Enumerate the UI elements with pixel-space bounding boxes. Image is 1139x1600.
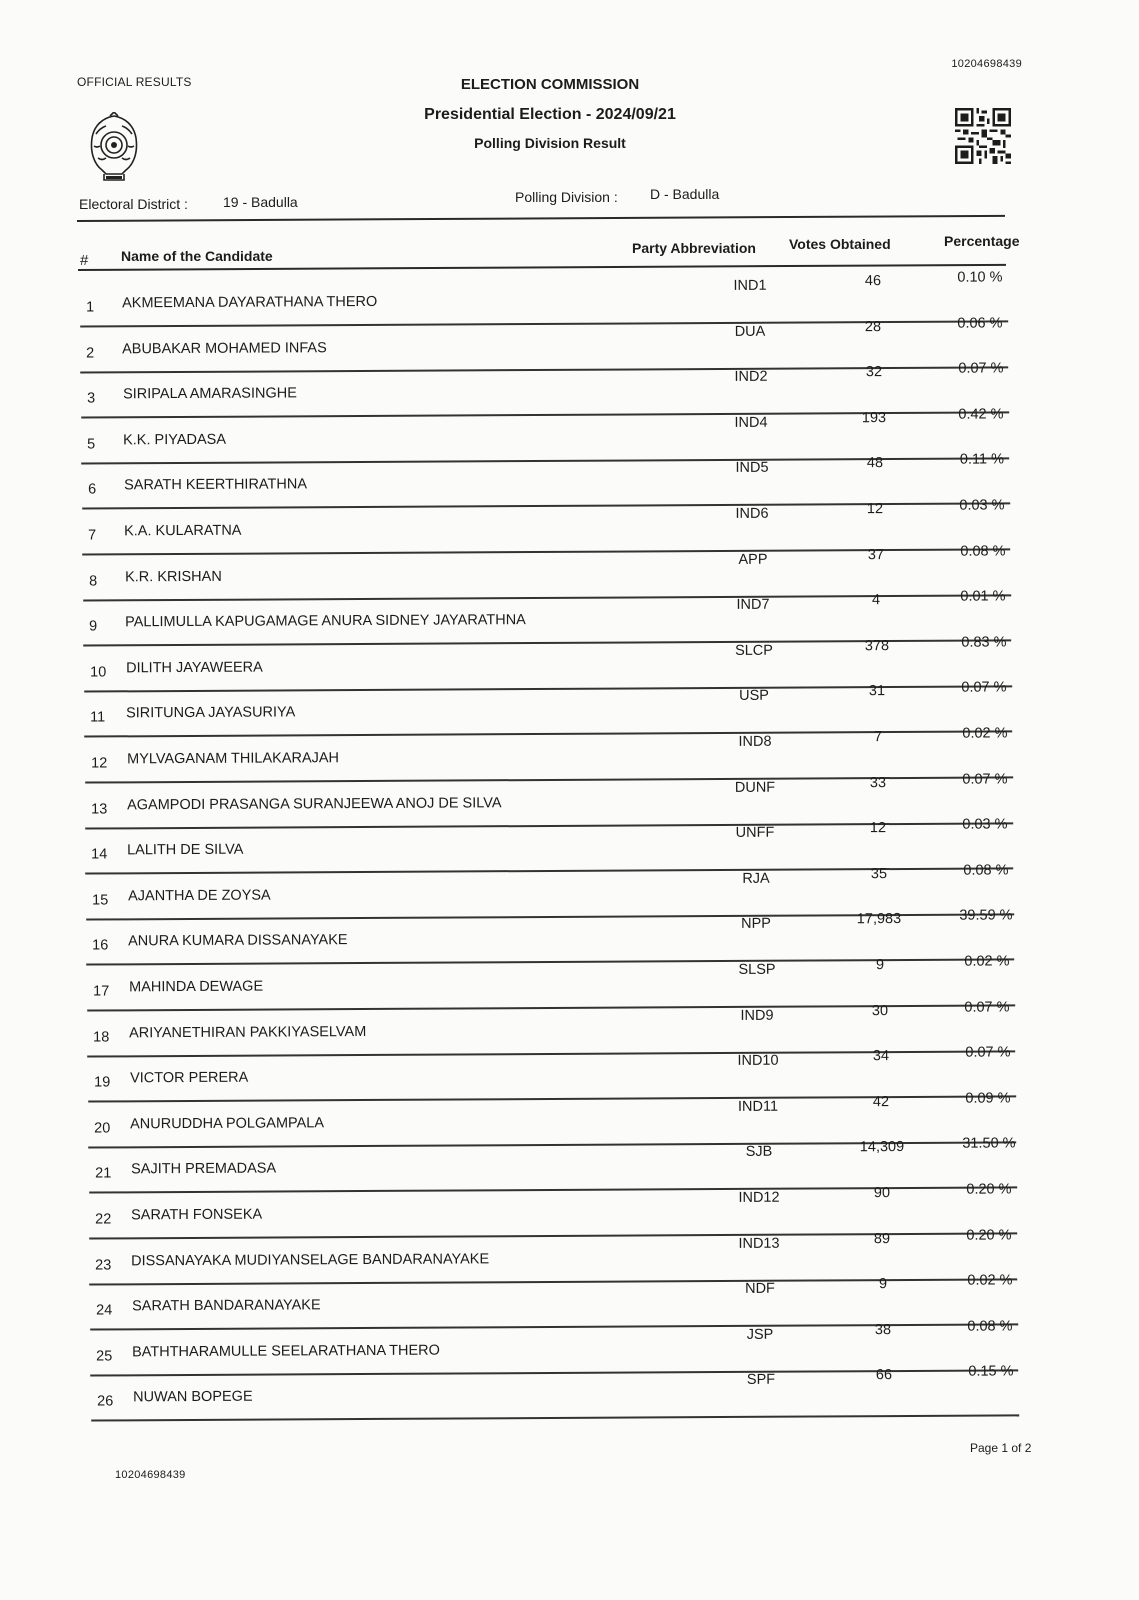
candidate-number: 8 — [88, 573, 97, 590]
candidate-number: 21 — [94, 1165, 111, 1182]
commission-title: ELECTION COMMISSION — [460, 76, 640, 93]
votes-obtained: 42 — [872, 1093, 890, 1110]
column-header-party: Party Abbreviation — [632, 240, 756, 256]
votes-obtained: 17,983 — [857, 911, 902, 928]
candidate-name: SARATH BANDARANAYAKE — [131, 1297, 321, 1315]
candidate-number: 15 — [91, 892, 109, 909]
votes-obtained: 12 — [870, 820, 887, 837]
votes-obtained: 90 — [873, 1185, 891, 1202]
candidate-name: ANURUDDHA POLGAMPALA — [130, 1115, 325, 1133]
vote-percentage: 0.02 % — [967, 1272, 1013, 1289]
party-abbreviation: UNFF — [736, 824, 775, 842]
votes-obtained: 32 — [865, 364, 882, 381]
party-abbreviation: IND9 — [740, 1007, 774, 1024]
table-row — [11, 1363, 1139, 1428]
candidate-number: 20 — [94, 1120, 111, 1137]
candidate-name: AJANTHA DE ZOYSA — [127, 887, 271, 905]
candidate-name: VICTOR PERERA — [129, 1069, 248, 1087]
party-abbreviation: JSP — [747, 1326, 774, 1343]
party-abbreviation: SLCP — [734, 642, 773, 659]
candidate-number: 7 — [88, 527, 97, 544]
party-abbreviation: IND13 — [738, 1235, 781, 1252]
polling-division-value: D - Badulla — [650, 186, 720, 202]
column-header-percentage: Percentage — [944, 233, 1020, 249]
candidate-name: PALLIMULLA KAPUGAMAGE ANURA SIDNEY JAYARATHNA — [125, 612, 527, 631]
electoral-district-label: Electoral District : — [79, 196, 188, 212]
polling-division-label: Polling Division : — [515, 189, 618, 205]
vote-percentage: 0.11 % — [959, 451, 1004, 469]
candidate-name: SARATH KEERTHIRATHNA — [123, 476, 307, 494]
candidate-number: 1 — [86, 299, 95, 316]
vote-percentage: 0.02 % — [964, 953, 1010, 970]
vote-percentage: 0.09 % — [965, 1090, 1011, 1107]
candidate-number: 25 — [96, 1348, 113, 1365]
vote-percentage: 0.15 % — [968, 1363, 1014, 1381]
official-results-label: OFFICIAL RESULTS — [77, 75, 192, 89]
party-abbreviation: DUNF — [734, 779, 776, 796]
votes-obtained: 12 — [867, 501, 884, 518]
candidate-name: DILITH JAYAWEERA — [125, 659, 263, 677]
votes-obtained: 14,309 — [859, 1139, 904, 1156]
candidate-number: 18 — [93, 1029, 110, 1046]
vote-percentage: 0.02 % — [961, 725, 1008, 742]
row-divider — [91, 1415, 1019, 1422]
result-type-title: Polling Division Result — [474, 135, 626, 151]
vote-percentage: 0.08 % — [960, 542, 1006, 560]
party-abbreviation: IND5 — [735, 460, 769, 477]
vote-percentage: 0.07 % — [964, 998, 1010, 1016]
votes-obtained: 9 — [875, 957, 884, 974]
candidate-name: NUWAN BOPEGE — [132, 1389, 253, 1406]
candidate-name: DISSANAYAKA MUDIYANSELAGE BANDARANAYAKE — [131, 1250, 490, 1269]
party-abbreviation: SLSP — [738, 961, 776, 978]
candidate-name: SIRIPALA AMARASINGHE — [122, 385, 297, 403]
votes-obtained: 34 — [872, 1048, 889, 1065]
candidate-number: 10 — [89, 664, 106, 681]
candidate-name: AGAMPODI PRASANGA SURANJEEWA ANOJ DE SILVA — [126, 794, 502, 813]
party-abbreviation: IND1 — [733, 277, 767, 294]
votes-obtained: 30 — [872, 1002, 889, 1019]
votes-obtained: 193 — [862, 409, 887, 426]
party-abbreviation: NPP — [741, 916, 772, 933]
vote-percentage: 0.07 % — [962, 770, 1008, 788]
column-header-number: # — [80, 252, 89, 269]
column-header-candidate: Name of the Candidate — [121, 248, 273, 264]
votes-obtained: 66 — [875, 1367, 892, 1384]
vote-percentage: 0.01 % — [960, 588, 1006, 605]
votes-obtained: 48 — [866, 455, 883, 472]
candidate-number: 26 — [96, 1393, 114, 1410]
votes-obtained: 31 — [868, 683, 886, 700]
vote-percentage: 0.83 % — [960, 634, 1007, 651]
votes-obtained: 4 — [872, 592, 881, 609]
candidate-number: 11 — [90, 709, 106, 726]
candidate-name: MYLVAGANAM THILAKARAJAH — [126, 750, 339, 768]
candidate-number: 23 — [95, 1257, 112, 1274]
party-abbreviation: IND12 — [738, 1189, 780, 1206]
party-abbreviation: IND6 — [735, 505, 769, 522]
candidate-number: 17 — [92, 983, 110, 1000]
party-abbreviation: IND4 — [734, 414, 768, 431]
vote-percentage: 0.06 % — [957, 314, 1004, 332]
candidate-name: K.K. PIYADASA — [123, 431, 227, 449]
party-abbreviation: IND2 — [734, 368, 768, 386]
candidate-name: K.A. KULARATNA — [124, 522, 242, 540]
votes-obtained: 28 — [865, 318, 882, 335]
candidate-name: K.R. KRISHAN — [124, 568, 222, 585]
candidate-name: AKMEEMANA DAYARATHANA THERO — [122, 293, 378, 312]
candidate-number: 9 — [89, 618, 98, 635]
candidate-number: 19 — [93, 1074, 110, 1091]
page-number: Page 1 of 2 — [970, 1441, 1032, 1455]
vote-percentage: 0.10 % — [957, 269, 1003, 286]
party-abbreviation: NDF — [744, 1280, 775, 1298]
party-abbreviation: DUA — [735, 323, 766, 340]
candidate-name: SARATH FONSEKA — [131, 1206, 263, 1224]
column-header-votes: Votes Obtained — [789, 236, 891, 252]
votes-obtained: 7 — [873, 729, 882, 746]
candidate-name: ABUBAKAR MOHAMED INFAS — [122, 339, 328, 357]
party-abbreviation: IND10 — [737, 1052, 779, 1070]
vote-percentage: 39.59 % — [959, 907, 1013, 925]
candidate-name: SAJITH PREMADASA — [130, 1160, 276, 1178]
candidate-name: SIRITUNGA JAYASURIYA — [126, 704, 296, 722]
votes-obtained: 9 — [878, 1276, 887, 1293]
party-abbreviation: IND11 — [738, 1098, 779, 1115]
party-abbreviation: APP — [738, 551, 768, 568]
candidate-name: MAHINDA DEWAGE — [128, 978, 263, 996]
vote-percentage: 0.03 % — [959, 497, 1005, 514]
vote-percentage: 0.20 % — [966, 1226, 1013, 1244]
votes-obtained: 46 — [864, 273, 882, 290]
vote-percentage: 31.50 % — [961, 1135, 1016, 1153]
party-abbreviation: RJA — [742, 870, 770, 887]
vote-percentage: 0.08 % — [963, 862, 1009, 879]
party-abbreviation: IND8 — [737, 733, 772, 750]
votes-obtained: 38 — [875, 1321, 892, 1338]
candidate-number: 2 — [86, 345, 95, 362]
party-abbreviation: IND7 — [736, 596, 770, 614]
vote-percentage: 0.03 % — [962, 816, 1008, 833]
party-abbreviation: SPF — [746, 1372, 775, 1389]
party-abbreviation: USP — [739, 688, 769, 705]
votes-obtained: 35 — [870, 865, 887, 882]
votes-obtained: 378 — [864, 637, 889, 654]
candidate-name: ANURA KUMARA DISSANAYAKE — [128, 932, 348, 950]
party-abbreviation: SJB — [745, 1144, 772, 1161]
candidate-number: 16 — [92, 937, 109, 954]
candidate-number: 14 — [91, 846, 108, 863]
candidate-number: 3 — [86, 390, 96, 407]
vote-percentage: 0.20 % — [966, 1181, 1012, 1198]
candidate-number: 6 — [87, 481, 97, 498]
candidate-name: BATHTHARAMULLE SEELARATHANA THERO — [132, 1342, 441, 1361]
candidate-number: 5 — [87, 436, 96, 453]
candidate-number: 24 — [95, 1302, 113, 1319]
candidate-name: ARIYANETHIRAN PAKKIYASELVAM — [129, 1023, 367, 1041]
vote-percentage: 0.07 % — [958, 360, 1004, 377]
vote-percentage: 0.08 % — [967, 1318, 1013, 1335]
election-title: Presidential Election - 2024/09/21 — [424, 106, 676, 123]
candidate-name: LALITH DE SILVA — [127, 841, 244, 859]
votes-obtained: 37 — [867, 546, 884, 563]
document-id-bottom: 10204698439 — [115, 1469, 186, 1481]
document-id-top: 10204698439 — [951, 58, 1022, 70]
votes-obtained: 33 — [869, 774, 887, 791]
vote-percentage: 0.07 % — [961, 679, 1007, 697]
vote-percentage: 0.42 % — [958, 406, 1004, 423]
candidate-number: 13 — [91, 801, 108, 818]
votes-obtained: 89 — [874, 1230, 891, 1247]
vote-percentage: 0.07 % — [964, 1044, 1011, 1061]
electoral-district-value: 19 - Badulla — [223, 194, 298, 210]
candidate-number: 22 — [95, 1211, 112, 1228]
candidate-number: 12 — [90, 755, 107, 772]
